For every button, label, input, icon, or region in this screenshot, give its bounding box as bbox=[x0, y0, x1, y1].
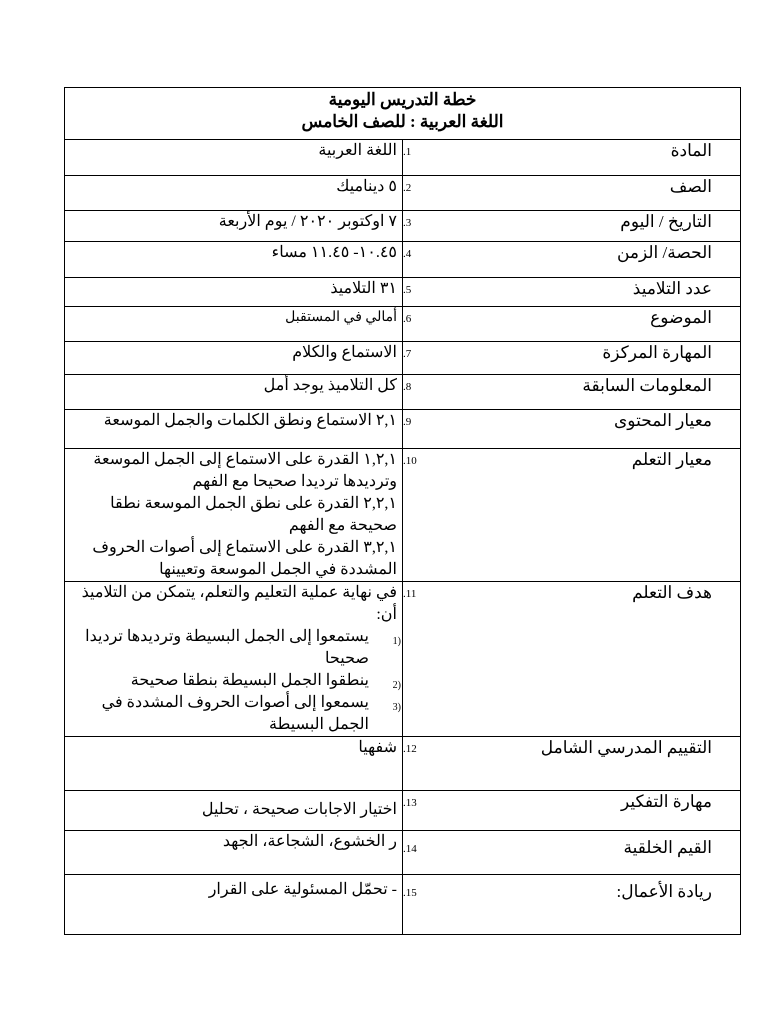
row-label: الصف bbox=[669, 177, 712, 196]
table-row bbox=[65, 140, 741, 176]
row-number: .7 bbox=[403, 348, 412, 360]
row-label: المهارة المركزة bbox=[602, 343, 712, 362]
row-value: اللغة العربية bbox=[65, 140, 403, 176]
row-value: ٣١ التلاميذ bbox=[65, 278, 403, 307]
row-label-cell bbox=[403, 307, 741, 342]
table-row bbox=[65, 278, 741, 307]
row-label: هدف التعلم bbox=[632, 583, 712, 602]
plan-subtitle: اللغة العربية : للصف الخامس bbox=[301, 112, 504, 131]
table-row bbox=[65, 307, 741, 342]
table-row bbox=[65, 176, 741, 211]
lesson-plan-sheet bbox=[64, 87, 741, 935]
list-item-number: 2) bbox=[392, 680, 401, 691]
row-label: الموضوع bbox=[650, 308, 712, 327]
row-label: التقييم المدرسي الشامل bbox=[540, 738, 712, 757]
row-value: - تحمّل المسئولية على القرار bbox=[65, 875, 403, 935]
row-number: .12 bbox=[403, 743, 417, 755]
table-row bbox=[65, 242, 741, 278]
row-value: اختيار الاجابات صحيحة ، تحليل bbox=[65, 791, 403, 831]
row-label: عدد التلاميذ bbox=[632, 279, 712, 298]
list-item-number: 3) bbox=[392, 702, 401, 713]
list-item-text: يستمعوا إلى الجمل البسيطة وترديدها ترديدا صحيحا bbox=[85, 628, 369, 667]
standard-line: ١,٢,١ القدرة على الاستماع إلى الجمل الموسعة وترديدها ترديدا صحيحا مع الفهم bbox=[93, 451, 397, 490]
table-row bbox=[65, 449, 741, 582]
objectives-intro: في نهاية عملية التعليم والتعلم، يتمكن من التلاميذ أن: bbox=[81, 584, 397, 623]
row-label-cell bbox=[403, 140, 741, 176]
table-row bbox=[65, 737, 741, 791]
row-number: .15 bbox=[403, 887, 417, 899]
row-label-cell bbox=[403, 582, 741, 737]
row-number: .2 bbox=[403, 182, 412, 194]
list-item-text: ينطقوا الجمل البسيطة بنطقا صحيحة bbox=[130, 672, 369, 689]
list-item bbox=[70, 670, 401, 692]
standard-line: ٣,٢,١ القدرة على الاستماع إلى أصوات الحروف المشددة في الجمل الموسعة وتعيينها bbox=[92, 539, 397, 578]
row-label: معيار المحتوى bbox=[614, 411, 712, 430]
row-number: .4 bbox=[403, 248, 412, 260]
row-value: ٢,١ الاستماع ونطق الكلمات والجمل الموسعة bbox=[65, 410, 403, 449]
row-label-cell bbox=[403, 737, 741, 791]
table-row bbox=[65, 211, 741, 242]
row-label-cell bbox=[403, 831, 741, 875]
list-item-number: 1) bbox=[392, 636, 401, 647]
learning-standards bbox=[65, 449, 403, 582]
row-value: ٥ ديناميك bbox=[65, 176, 403, 211]
row-label-cell bbox=[403, 449, 741, 582]
list-item-text: يسمعوا إلى أصوات الحروف المشددة في الجمل البسيطة bbox=[101, 694, 369, 733]
row-label-cell bbox=[403, 410, 741, 449]
row-label-cell bbox=[403, 242, 741, 278]
plan-title: خطة التدريس اليومية bbox=[328, 90, 477, 109]
row-label: ريادة الأعمال: bbox=[616, 882, 712, 901]
row-label-cell bbox=[403, 875, 741, 935]
row-number: .9 bbox=[403, 416, 412, 428]
row-value: كل التلاميذ يوجد أمل bbox=[65, 375, 403, 410]
row-number: .10 bbox=[403, 455, 417, 467]
row-label: معيار التعلم bbox=[631, 450, 712, 469]
table-row bbox=[65, 410, 741, 449]
standard-line: ٢,٢,١ القدرة على نطق الجمل الموسعة نطقا صحيحة مع الفهم bbox=[110, 495, 397, 534]
row-value: شفهيا bbox=[65, 737, 403, 791]
row-label-cell bbox=[403, 791, 741, 831]
row-label: التاريخ / اليوم bbox=[620, 212, 712, 231]
row-label: مهارة التفكير bbox=[620, 792, 712, 811]
learning-objectives bbox=[65, 582, 403, 737]
row-number: .8 bbox=[403, 381, 412, 393]
row-label-cell bbox=[403, 176, 741, 211]
row-number: .14 bbox=[403, 843, 417, 855]
row-number: .1 bbox=[403, 146, 412, 158]
list-item bbox=[70, 692, 401, 736]
list-item bbox=[70, 626, 401, 670]
table-row bbox=[65, 875, 741, 935]
row-label-cell bbox=[403, 211, 741, 242]
row-value: ١٠.٤٥- ١١.٤٥ مساء bbox=[65, 242, 403, 278]
row-number: .5 bbox=[403, 284, 412, 296]
row-label-cell bbox=[403, 278, 741, 307]
row-number: .13 bbox=[403, 797, 417, 809]
row-number: .11 bbox=[403, 588, 417, 600]
table-row bbox=[65, 342, 741, 375]
row-number: .3 bbox=[403, 217, 412, 229]
row-label: الحصة/ الزمن bbox=[616, 243, 712, 262]
row-value: الاستماع والكلام bbox=[65, 342, 403, 375]
table-row bbox=[65, 831, 741, 875]
row-label: المعلومات السابقة bbox=[582, 376, 712, 395]
row-label: القيم الخلقية bbox=[623, 838, 712, 857]
row-label-cell bbox=[403, 342, 741, 375]
row-value: ر الخشوع، الشجاعة، الجهد bbox=[65, 831, 403, 875]
table-row bbox=[65, 582, 741, 737]
row-number: .6 bbox=[403, 313, 412, 325]
row-value: ٧ اوكتوبر ٢٠٢٠ / يوم الأربعة bbox=[65, 211, 403, 242]
lesson-plan-table bbox=[64, 87, 741, 935]
row-label-cell bbox=[403, 375, 741, 410]
row-label: المادة bbox=[670, 141, 712, 160]
table-row bbox=[65, 791, 741, 831]
header-cell bbox=[65, 88, 741, 140]
table-row bbox=[65, 375, 741, 410]
row-value: أمالي في المستقبل bbox=[65, 307, 403, 342]
